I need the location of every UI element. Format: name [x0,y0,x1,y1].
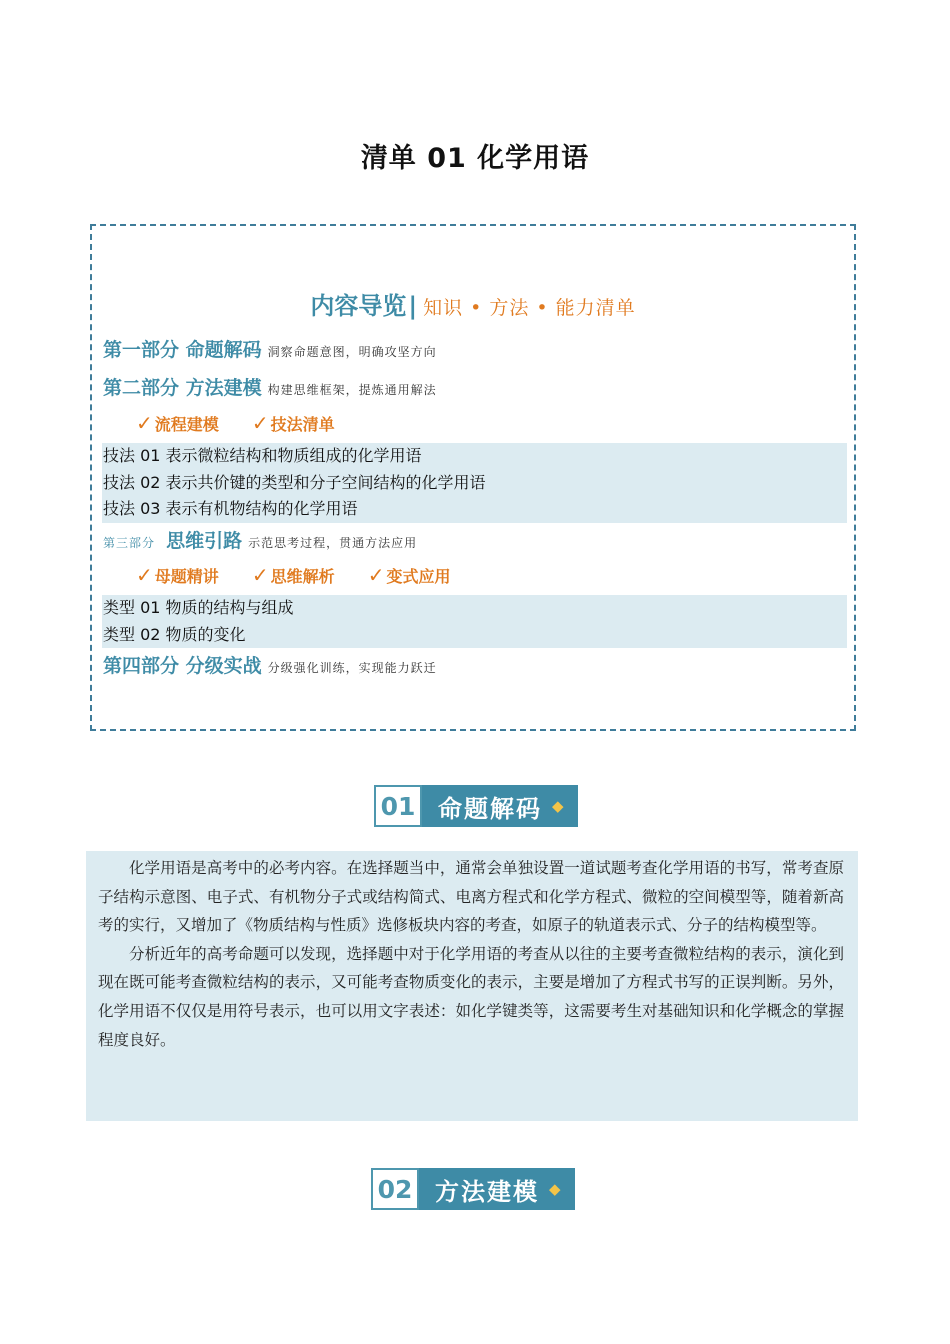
section-01-label-box [422,785,578,827]
part-1-desc: 洞察命题意图，明确攻坚方向 [267,345,437,359]
list-item: 技法 01 表示微粒结构和物质组成的化学用语 [103,446,422,465]
check-icon: ✓ [251,411,269,435]
diamond-icon: ◆ [549,1180,563,1198]
guide-header-subtitle: 知识 • 方法 • 能力清单 [423,297,636,319]
check-label: 思维解析 [270,567,335,586]
part-4-row [103,651,437,678]
guide-header [92,286,854,321]
intro-paragraph: 化学用语是高考中的必考内容。在选择题当中，通常会单独设置一道试题考查化学用语的书写，常考查原子结构示意图、电子式、有机物分子式或结构简式、电离方程式和化学方程式、微粒的空间模型等，随着新高考的实行，又增加了《物质结构与性质》选修板块内容的考查，如原子的轨道表示式、分子的结构模型等。 [98,859,844,935]
check-label: 变式应用 [386,567,451,586]
intro-paragraph: 分析近年的高考命题可以发现，选择题中对于化学用语的考查从以往的主要考查微粒结构的表示，演化到现在既可能考查微粒结构的表示，又可能考查物质变化的表示，主要是增加了方程式书写的正误判断。另外，化学用语不仅仅是用符号表示，也可以用文字表述：如化学键类等，这需要考生对基础知识和化学概念的掌握程度良好。 [98,944,844,1049]
list-item: 类型 01 物质的结构与组成 [103,598,294,617]
part-3-list [102,595,847,648]
check-item [252,411,335,435]
part-3-desc: 示范思考过程，贯通方法应用 [248,536,418,550]
part-3-row [103,526,417,553]
part-2-desc: 构建思维框架，提炼通用解法 [267,383,437,397]
part-2-checks [136,411,363,435]
check-item [368,563,451,587]
check-label: 母题精讲 [154,567,219,586]
guide-header-title: 内容导览 [310,292,407,320]
list-item: 类型 02 物质的变化 [103,624,246,644]
section-01-label: 命题解码 [438,794,542,823]
section-02-label-box [419,1168,575,1210]
guide-header-divider: | [408,292,418,320]
section-01-number: 01 [374,785,422,827]
content-guide-box [90,224,856,731]
part-2-title: 第二部分 方法建模 [103,377,262,399]
check-icon: ✓ [136,563,153,587]
intro-text-box [86,851,858,1121]
part-3-title: 思维引路 [166,530,243,552]
check-item [252,563,335,587]
part-2-row [103,373,437,400]
part-3-prefix: 第三部分 [103,536,156,550]
check-label: 技法清单 [270,415,335,434]
list-item: 技法 03 表示有机物结构的化学用语 [103,499,358,518]
list-item: 技法 02 表示共价键的类型和分子空间结构的化学用语 [103,472,486,492]
diamond-icon: ◆ [552,797,566,815]
part-2-list [102,443,847,523]
part-1-title: 第一部分 命题解码 [103,339,262,361]
part-4-title: 第四部分 分级实战 [103,655,262,677]
check-icon: ✓ [367,563,385,587]
check-item [136,411,219,435]
part-1-row [103,335,437,362]
check-item [136,563,219,587]
section-02-number: 02 [371,1168,419,1210]
check-icon: ✓ [136,411,153,435]
section-02-label: 方法建模 [435,1177,539,1206]
section-02-heading [371,1168,575,1210]
section-01-heading [374,785,578,827]
check-icon: ✓ [251,563,269,587]
check-label: 流程建模 [154,415,219,434]
part-4-desc: 分级强化训练，实现能力跃迁 [267,661,437,675]
part-3-checks [136,563,479,587]
page-title: 清单 01 化学用语 [360,143,590,174]
